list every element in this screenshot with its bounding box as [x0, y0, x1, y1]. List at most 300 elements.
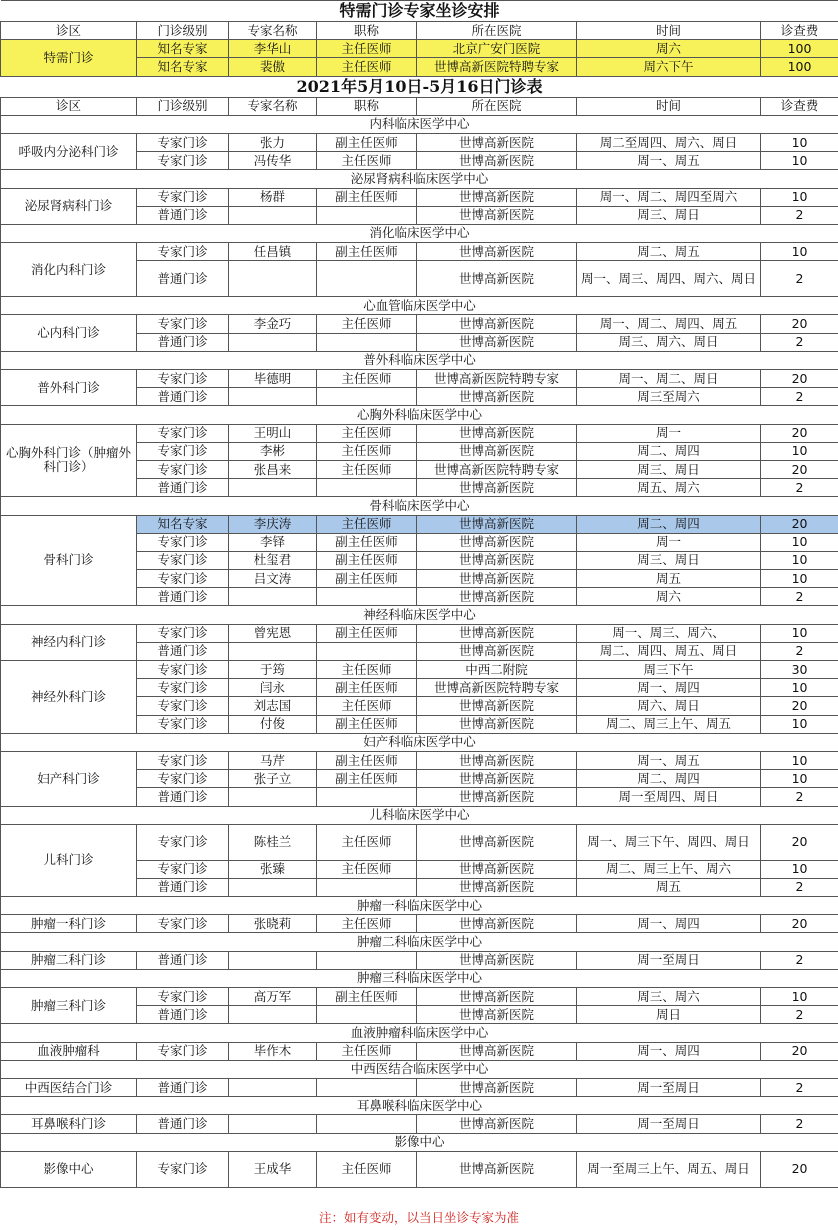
- time-cell: 周一至周日: [577, 1115, 761, 1133]
- expert-name-cell: 杜玺君: [229, 551, 317, 569]
- fee-cell: 20: [761, 424, 838, 442]
- hospital-cell: 世博高新医院: [417, 697, 577, 715]
- center-name: 血液肿瘤科临床医学中心: [1, 1024, 838, 1042]
- table-row: [1, 915, 838, 933]
- column-header: 诊区: [1, 22, 137, 40]
- clinic-level-cell: 专家门诊: [137, 133, 229, 151]
- fee-cell: 10: [761, 551, 838, 569]
- hospital-cell: 世博高新医院: [417, 878, 577, 896]
- dept-cell: 中西医结合门诊: [1, 1078, 137, 1096]
- fee-cell: 2: [761, 1078, 838, 1096]
- fee-cell: 10: [761, 188, 838, 206]
- center-row: [1, 1060, 838, 1078]
- table-row: [1, 824, 838, 860]
- hospital-cell: 世博高新医院: [417, 152, 577, 170]
- hospital-cell: 世博高新医院: [417, 570, 577, 588]
- title-cell: [317, 206, 417, 224]
- fee-cell: 10: [761, 679, 838, 697]
- clinic-level-cell: 专家门诊: [137, 715, 229, 733]
- clinic-level-cell: 专家门诊: [137, 188, 229, 206]
- clinic-level-cell: 专家门诊: [137, 533, 229, 551]
- time-cell: 周二、周三上午、周五: [577, 715, 761, 733]
- hospital-cell: 世博高新医院特聘专家: [417, 370, 577, 388]
- special-header-row: [1, 22, 838, 40]
- table-row: [1, 1042, 838, 1060]
- time-cell: 周一至周三上午、周五、周日: [577, 1151, 761, 1187]
- weekly-title-row: [1, 76, 838, 97]
- hospital-cell: 世博高新医院: [417, 243, 577, 261]
- time-cell: 周三、周日: [577, 206, 761, 224]
- center-row: [1, 115, 838, 133]
- time-cell: 周一、周五: [577, 152, 761, 170]
- center-name: 肿瘤三科临床医学中心: [1, 969, 838, 987]
- table-row: [1, 133, 838, 151]
- expert-name-cell: 付俊: [229, 715, 317, 733]
- time-cell: 周日: [577, 1006, 761, 1024]
- clinic-level-cell: 专家门诊: [137, 624, 229, 642]
- dept-cell: 妇产科门诊: [1, 751, 137, 806]
- time-cell: 周二、周四: [577, 770, 761, 788]
- expert-name-cell: 刘志国: [229, 697, 317, 715]
- time-cell: 周一、周三、周六、: [577, 624, 761, 642]
- clinic-level-cell: 专家门诊: [137, 988, 229, 1006]
- fee-cell: 20: [761, 460, 838, 478]
- title-cell: 主任医师: [317, 370, 417, 388]
- clinic-level-cell: 普通门诊: [137, 261, 229, 297]
- fee-cell: 20: [761, 370, 838, 388]
- table-row: [1, 624, 838, 642]
- center-name: 影像中心: [1, 1133, 838, 1151]
- hospital-cell: 世博高新医院: [417, 479, 577, 497]
- clinic-level-cell: 专家门诊: [137, 152, 229, 170]
- time-cell: 周六: [577, 588, 761, 606]
- time-cell: 周一、周三、周四、周六、周日: [577, 261, 761, 297]
- fee-cell: 10: [761, 715, 838, 733]
- expert-name-cell: [229, 206, 317, 224]
- clinic-level-cell: 普通门诊: [137, 1115, 229, 1133]
- hospital-cell: 世博高新医院特聘专家: [417, 679, 577, 697]
- title-cell: 主任医师: [317, 460, 417, 478]
- fee-cell: 20: [761, 1042, 838, 1060]
- column-header: 职称: [317, 97, 417, 115]
- fee-cell: 10: [761, 751, 838, 769]
- expert-name-cell: [229, 1115, 317, 1133]
- title-cell: 主任医师: [317, 315, 417, 333]
- fee-cell: 100: [761, 58, 838, 76]
- column-header: 门诊级别: [137, 22, 229, 40]
- fee-cell: 10: [761, 988, 838, 1006]
- center-row: [1, 806, 838, 824]
- hospital-cell: 世博高新医院: [417, 642, 577, 660]
- center-name: 心胸外科临床医学中心: [1, 406, 838, 424]
- center-row: [1, 733, 838, 751]
- table-row: [1, 1151, 838, 1187]
- dept-cell: 泌尿肾病科门诊: [1, 188, 137, 224]
- title-cell: 主任医师: [317, 424, 417, 442]
- expert-name-cell: 裴傲: [229, 58, 317, 76]
- title-cell: 副主任医师: [317, 770, 417, 788]
- expert-name-cell: 毕德明: [229, 370, 317, 388]
- title-cell: 主任医师: [317, 58, 417, 76]
- fee-cell: 10: [761, 570, 838, 588]
- table-row: [1, 661, 838, 679]
- hospital-cell: 世博高新医院: [417, 315, 577, 333]
- center-row: [1, 224, 838, 242]
- time-cell: 周一、周二、周日: [577, 370, 761, 388]
- dept-cell: 影像中心: [1, 1151, 137, 1187]
- title-cell: 副主任医师: [317, 243, 417, 261]
- clinic-level-cell: 专家门诊: [137, 770, 229, 788]
- expert-name-cell: 毕作木: [229, 1042, 317, 1060]
- time-cell: 周一至周日: [577, 1078, 761, 1096]
- dept-cell: 神经内科门诊: [1, 624, 137, 660]
- column-header: 时间: [577, 22, 761, 40]
- title-cell: 副主任医师: [317, 751, 417, 769]
- dept-cell: 心内科门诊: [1, 315, 137, 351]
- expert-name-cell: [229, 951, 317, 969]
- column-header: 专家名称: [229, 22, 317, 40]
- fee-cell: 10: [761, 533, 838, 551]
- column-header: 专家名称: [229, 97, 317, 115]
- table-row: [1, 370, 838, 388]
- time-cell: 周二至周四、周六、周日: [577, 133, 761, 151]
- dept-cell: 心胸外科门诊（肿瘤外科门诊）: [1, 424, 137, 497]
- center-row: [1, 1133, 838, 1151]
- hospital-cell: 世博高新医院: [417, 770, 577, 788]
- center-name: 耳鼻喉科临床医学中心: [1, 1097, 838, 1115]
- table-row: [1, 751, 838, 769]
- expert-name-cell: 王明山: [229, 424, 317, 442]
- title-cell: 主任医师: [317, 697, 417, 715]
- center-name: 内科临床医学中心: [1, 115, 838, 133]
- clinic-level-cell: 专家门诊: [137, 661, 229, 679]
- time-cell: 周三、周六: [577, 988, 761, 1006]
- expert-name-cell: 高万军: [229, 988, 317, 1006]
- weekly-header-row: [1, 97, 838, 115]
- footnote: 注：如有变动，以当日坐诊专家为准: [318, 1210, 519, 1225]
- clinic-level-cell: 专家门诊: [137, 315, 229, 333]
- expert-name-cell: 于筠: [229, 661, 317, 679]
- clinic-level-cell: 专家门诊: [137, 424, 229, 442]
- clinic-level-cell: 专家门诊: [137, 460, 229, 478]
- fee-cell: 10: [761, 442, 838, 460]
- clinic-level-cell: 普通门诊: [137, 479, 229, 497]
- clinic-level-cell: 知名专家: [137, 58, 229, 76]
- fee-cell: 10: [761, 624, 838, 642]
- center-row: [1, 497, 838, 515]
- hospital-cell: 世博高新医院: [417, 206, 577, 224]
- expert-name-cell: 陈桂兰: [229, 824, 317, 860]
- center-name: 儿科临床医学中心: [1, 806, 838, 824]
- expert-name-cell: 张晓莉: [229, 915, 317, 933]
- clinic-level-cell: 知名专家: [137, 515, 229, 533]
- title-cell: 副主任医师: [317, 715, 417, 733]
- fee-cell: 20: [761, 915, 838, 933]
- title-cell: [317, 388, 417, 406]
- title-cell: 主任医师: [317, 824, 417, 860]
- hospital-cell: 世博高新医院: [417, 388, 577, 406]
- fee-cell: 2: [761, 878, 838, 896]
- clinic-level-cell: 专家门诊: [137, 824, 229, 860]
- hospital-cell: 世博高新医院: [417, 915, 577, 933]
- clinic-level-cell: 专家门诊: [137, 1042, 229, 1060]
- expert-name-cell: 张臻: [229, 860, 317, 878]
- table-row: [1, 315, 838, 333]
- center-name: 中西医结合临床医学中心: [1, 1060, 838, 1078]
- time-cell: 周一: [577, 424, 761, 442]
- title-cell: 副主任医师: [317, 988, 417, 1006]
- title-cell: 副主任医师: [317, 551, 417, 569]
- center-row: [1, 351, 838, 369]
- clinic-level-cell: 专家门诊: [137, 243, 229, 261]
- center-name: 普外科临床医学中心: [1, 351, 838, 369]
- clinic-level-cell: 普通门诊: [137, 588, 229, 606]
- expert-name-cell: 李铎: [229, 533, 317, 551]
- expert-name-cell: [229, 1078, 317, 1096]
- clinic-level-cell: 普通门诊: [137, 206, 229, 224]
- clinic-level-cell: 专家门诊: [137, 915, 229, 933]
- fee-cell: 20: [761, 697, 838, 715]
- hospital-cell: 世博高新医院: [417, 715, 577, 733]
- title-cell: [317, 1006, 417, 1024]
- fee-cell: 2: [761, 261, 838, 297]
- expert-name-cell: [229, 878, 317, 896]
- column-header: 诊查费: [761, 97, 838, 115]
- center-name: 心血管临床医学中心: [1, 297, 838, 315]
- time-cell: 周三、周六、周日: [577, 333, 761, 351]
- title-cell: [317, 642, 417, 660]
- clinic-level-cell: 普通门诊: [137, 642, 229, 660]
- expert-name-cell: 闫永: [229, 679, 317, 697]
- fee-cell: 10: [761, 133, 838, 151]
- center-name: 骨科临床医学中心: [1, 497, 838, 515]
- expert-name-cell: 王成华: [229, 1151, 317, 1187]
- title-cell: 主任医师: [317, 515, 417, 533]
- center-row: [1, 297, 838, 315]
- time-cell: 周三、周日: [577, 460, 761, 478]
- clinic-level-cell: 普通门诊: [137, 788, 229, 806]
- title-cell: 副主任医师: [317, 188, 417, 206]
- title-cell: 主任医师: [317, 860, 417, 878]
- time-cell: 周一、周五: [577, 751, 761, 769]
- clinic-level-cell: 专家门诊: [137, 697, 229, 715]
- dept-cell: 呼吸内分泌科门诊: [1, 133, 137, 169]
- weekly-title: 2021年5月10日-5月16日门诊表: [1, 76, 838, 97]
- expert-name-cell: [229, 588, 317, 606]
- clinic-level-cell: 专家门诊: [137, 751, 229, 769]
- time-cell: 周六下午: [577, 58, 761, 76]
- table-row: [1, 243, 838, 261]
- time-cell: 周二、周三上午、周六: [577, 860, 761, 878]
- fee-cell: 2: [761, 642, 838, 660]
- time-cell: 周三下午: [577, 661, 761, 679]
- expert-name-cell: 杨群: [229, 188, 317, 206]
- title-cell: [317, 951, 417, 969]
- time-cell: 周五、周六: [577, 479, 761, 497]
- expert-name-cell: 李金巧: [229, 315, 317, 333]
- title-cell: 主任医师: [317, 1151, 417, 1187]
- title-cell: 主任医师: [317, 152, 417, 170]
- time-cell: 周一、周三下午、周四、周日: [577, 824, 761, 860]
- expert-name-cell: [229, 642, 317, 660]
- time-cell: 周二、周四: [577, 442, 761, 460]
- clinic-level-cell: 知名专家: [137, 40, 229, 58]
- dept-cell: 儿科门诊: [1, 824, 137, 896]
- title-cell: 主任医师: [317, 1042, 417, 1060]
- time-cell: 周六: [577, 40, 761, 58]
- center-name: 妇产科临床医学中心: [1, 733, 838, 751]
- column-header: 所在医院: [417, 22, 577, 40]
- expert-name-cell: [229, 1006, 317, 1024]
- title-cell: 副主任医师: [317, 533, 417, 551]
- dept-cell: 耳鼻喉科门诊: [1, 1115, 137, 1133]
- clinic-level-cell: 专家门诊: [137, 860, 229, 878]
- expert-name-cell: [229, 479, 317, 497]
- dept-cell: 神经外科门诊: [1, 661, 137, 734]
- time-cell: 周二、周四、周五、周日: [577, 642, 761, 660]
- hospital-cell: 世博高新医院: [417, 788, 577, 806]
- fee-cell: 2: [761, 1006, 838, 1024]
- title-cell: [317, 878, 417, 896]
- expert-name-cell: 李庆涛: [229, 515, 317, 533]
- fee-cell: 30: [761, 661, 838, 679]
- hospital-cell: 世博高新医院: [417, 624, 577, 642]
- center-row: [1, 969, 838, 987]
- time-cell: 周三至周六: [577, 388, 761, 406]
- time-cell: 周一、周四: [577, 679, 761, 697]
- fee-cell: 20: [761, 824, 838, 860]
- expert-name-cell: 张子立: [229, 770, 317, 788]
- title-cell: 副主任医师: [317, 133, 417, 151]
- dept-cell: 血液肿瘤科: [1, 1042, 137, 1060]
- title-cell: [317, 333, 417, 351]
- time-cell: 周五: [577, 570, 761, 588]
- clinic-level-cell: 普通门诊: [137, 1078, 229, 1096]
- time-cell: 周一、周四: [577, 915, 761, 933]
- expert-name-cell: 李彬: [229, 442, 317, 460]
- clinic-level-cell: 专家门诊: [137, 570, 229, 588]
- fee-cell: 100: [761, 40, 838, 58]
- center-row: [1, 1097, 838, 1115]
- time-cell: 周三、周日: [577, 551, 761, 569]
- special-title: 特需门诊专家坐诊安排: [1, 1, 838, 22]
- expert-name-cell: 冯传华: [229, 152, 317, 170]
- hospital-cell: 北京广安门医院: [417, 40, 577, 58]
- time-cell: 周一、周四: [577, 1042, 761, 1060]
- clinic-level-cell: 普通门诊: [137, 388, 229, 406]
- expert-name-cell: [229, 261, 317, 297]
- dept-cell: 肿瘤一科门诊: [1, 915, 137, 933]
- fee-cell: 10: [761, 860, 838, 878]
- title-cell: 主任医师: [317, 40, 417, 58]
- hospital-cell: 世博高新医院: [417, 1078, 577, 1096]
- fee-cell: 2: [761, 479, 838, 497]
- hospital-cell: 世博高新医院: [417, 333, 577, 351]
- center-row: [1, 897, 838, 915]
- dept-cell: 消化内科门诊: [1, 243, 137, 297]
- hospital-cell: 世博高新医院: [417, 1151, 577, 1187]
- clinic-level-cell: 专家门诊: [137, 370, 229, 388]
- table-row: [1, 515, 838, 533]
- fee-cell: 2: [761, 333, 838, 351]
- title-cell: [317, 788, 417, 806]
- center-row: [1, 606, 838, 624]
- fee-cell: 2: [761, 388, 838, 406]
- expert-name-cell: [229, 388, 317, 406]
- hospital-cell: 世博高新医院: [417, 751, 577, 769]
- time-cell: 周一: [577, 533, 761, 551]
- hospital-cell: 世博高新医院: [417, 988, 577, 1006]
- hospital-cell: 世博高新医院: [417, 424, 577, 442]
- title-cell: 副主任医师: [317, 679, 417, 697]
- time-cell: 周二、周四: [577, 515, 761, 533]
- fee-cell: 20: [761, 315, 838, 333]
- title-cell: [317, 588, 417, 606]
- title-cell: [317, 1115, 417, 1133]
- center-name: 肿瘤二科临床医学中心: [1, 933, 838, 951]
- fee-cell: 10: [761, 152, 838, 170]
- fee-cell: 2: [761, 788, 838, 806]
- title-cell: 副主任医师: [317, 570, 417, 588]
- column-header: 职称: [317, 22, 417, 40]
- hospital-cell: 世博高新医院: [417, 133, 577, 151]
- table-row: [1, 988, 838, 1006]
- dept-cell: 肿瘤二科门诊: [1, 951, 137, 969]
- dept-cell: 骨科门诊: [1, 515, 137, 606]
- expert-name-cell: [229, 333, 317, 351]
- hospital-cell: 世博高新医院: [417, 1006, 577, 1024]
- hospital-cell: 世博高新医院特聘专家: [417, 58, 577, 76]
- table-row: [1, 951, 838, 969]
- center-name: 神经科临床医学中心: [1, 606, 838, 624]
- title-cell: 副主任医师: [317, 624, 417, 642]
- fee-cell: 20: [761, 1151, 838, 1187]
- center-row: [1, 933, 838, 951]
- expert-name-cell: [229, 788, 317, 806]
- title-cell: 主任医师: [317, 661, 417, 679]
- hospital-cell: 世博高新医院: [417, 515, 577, 533]
- column-header: 所在医院: [417, 97, 577, 115]
- time-cell: 周二、周五: [577, 243, 761, 261]
- special-title-row: [1, 1, 838, 22]
- hospital-cell: 世博高新医院: [417, 951, 577, 969]
- table-row: [1, 424, 838, 442]
- table-row: [1, 188, 838, 206]
- time-cell: 周一至周日: [577, 951, 761, 969]
- hospital-cell: 世博高新医院: [417, 261, 577, 297]
- clinic-level-cell: 普通门诊: [137, 951, 229, 969]
- dept-cell: 特需门诊: [1, 40, 137, 76]
- table-row: [1, 1115, 838, 1133]
- expert-name-cell: 张力: [229, 133, 317, 151]
- center-row: [1, 170, 838, 188]
- fee-cell: 20: [761, 515, 838, 533]
- title-cell: 主任医师: [317, 442, 417, 460]
- expert-name-cell: 张昌来: [229, 460, 317, 478]
- hospital-cell: 中西二附院: [417, 661, 577, 679]
- center-name: 消化临床医学中心: [1, 224, 838, 242]
- fee-cell: 2: [761, 951, 838, 969]
- time-cell: 周五: [577, 878, 761, 896]
- special-row: [1, 40, 838, 58]
- dept-cell: 普外科门诊: [1, 370, 137, 406]
- fee-cell: 2: [761, 588, 838, 606]
- time-cell: 周六、周日: [577, 697, 761, 715]
- clinic-level-cell: 专家门诊: [137, 679, 229, 697]
- column-header: 时间: [577, 97, 761, 115]
- fee-cell: 2: [761, 206, 838, 224]
- fee-cell: 2: [761, 1115, 838, 1133]
